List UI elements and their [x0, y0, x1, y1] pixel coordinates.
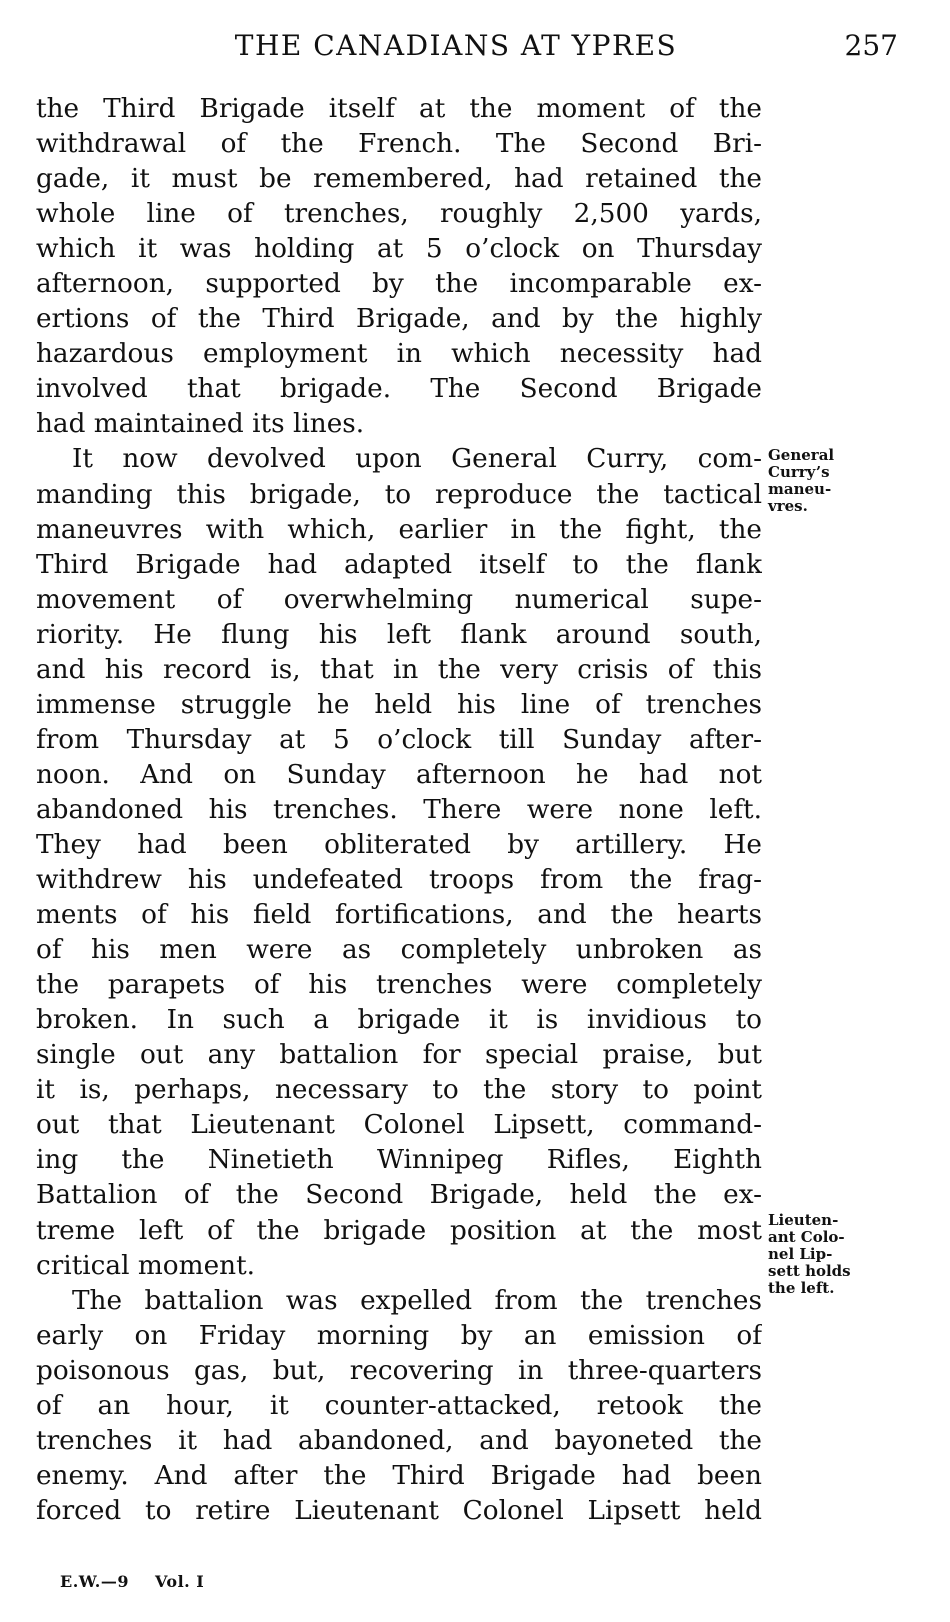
- sidenote-line: Lieuten-: [768, 1211, 839, 1229]
- text-line: had maintained its lines.: [36, 409, 365, 440]
- text-line: manding this brigade, to reproduce the tactical: [36, 479, 762, 510]
- sidenote-line: sett holds: [768, 1262, 851, 1280]
- text-line: Battalion of the Second Brigade, held the ex-: [36, 1180, 762, 1211]
- running-title: THE CANADIANS AT YPRES: [234, 29, 678, 62]
- text-line: gade, it must be remembered, had retained the: [36, 164, 762, 195]
- text-line: They had been obliterated by artillery. He: [36, 829, 762, 860]
- text-line: from Thursday at 5 o’clock till Sunday after-: [36, 724, 762, 755]
- text-line: the parapets of his trenches were completely: [36, 970, 762, 1001]
- text-line: ments of his field fortifications, and the hearts: [36, 900, 762, 931]
- text-line: ing the Ninetieth Winnipeg Rifles, Eighth: [36, 1145, 762, 1176]
- text-line: abandoned his trenches. There were none left.: [36, 794, 762, 825]
- sidenote-line: the left.: [768, 1279, 835, 1297]
- text-line: the Third Brigade itself at the moment of the: [36, 94, 762, 124]
- text-line: treme left of the brigade position at the most: [36, 1215, 762, 1246]
- body-text: [36, 92, 762, 1529]
- text-line: trenches it had abandoned, and bayoneted the: [36, 1425, 762, 1456]
- sidenote-curry: [768, 447, 888, 515]
- text-line: out that Lieutenant Colonel Lipsett, command-: [36, 1110, 762, 1141]
- text-line: riority. He flung his left flank around south,: [36, 619, 762, 650]
- paragraph-first-line: The battalion was expelled from the trenches: [72, 1285, 762, 1316]
- sidenote-line: Curry’s: [768, 463, 830, 481]
- text-line: movement of overwhelming numerical supe-: [36, 584, 762, 615]
- text-line: of an hour, it counter-attacked, retook the: [36, 1390, 762, 1421]
- text-line: withdrawal of the French. The Second Bri-: [36, 129, 762, 160]
- text-line: afternoon, supported by the incomparable ex-: [36, 269, 762, 300]
- text-line: maneuvres with which, earlier in the fight, the: [36, 514, 762, 545]
- text-line: early on Friday morning by an emission of: [36, 1320, 762, 1351]
- text-line: whole line of trenches, roughly 2,500 yards,: [36, 199, 762, 230]
- sidenote-lipsett: [768, 1212, 888, 1297]
- sidenote-line: maneu-: [768, 480, 832, 498]
- text-line: immense struggle he held his line of trenches: [36, 689, 762, 720]
- text-line: it is, perhaps, necessary to the story to point: [36, 1075, 762, 1106]
- paragraph-first-line: It now devolved upon General Curry, com-: [72, 444, 762, 475]
- text-line: poisonous gas, but, recovering in three-quarters: [36, 1355, 762, 1386]
- text-line: withdrew his undefeated troops from the frag-: [36, 865, 762, 896]
- text-line: which it was holding at 5 o’clock on Thursday: [36, 234, 762, 265]
- text-line: ertions of the Third Brigade, and by the highly: [36, 304, 762, 335]
- sidenote-line: nel Lip-: [768, 1245, 833, 1263]
- text-line: hazardous employment in which necessity had: [36, 339, 762, 370]
- text-line: single out any battalion for special praise, but: [36, 1040, 762, 1071]
- page-number: 257: [844, 29, 898, 62]
- text-line: and his record is, that in the very crisis of this: [36, 654, 762, 685]
- sidenote-line: vres.: [768, 497, 808, 515]
- sidenote-line: ant Colo-: [768, 1228, 845, 1246]
- text-line: forced to retire Lieutenant Colonel Lipsett held: [36, 1495, 762, 1526]
- volume-mark: Vol. I: [154, 1572, 205, 1591]
- signature-mark: E.W.—9: [60, 1572, 129, 1591]
- text-line: involved that brigade. The Second Brigade: [36, 374, 762, 405]
- text-line: critical moment.: [36, 1250, 255, 1281]
- text-line: broken. In such a brigade it is invidious to: [36, 1005, 762, 1036]
- text-line: Third Brigade had adapted itself to the flank: [36, 549, 762, 580]
- footer-signature-mark: [60, 1572, 204, 1592]
- text-line: enemy. And after the Third Brigade had been: [36, 1460, 762, 1491]
- sidenote-line: General: [768, 446, 835, 464]
- text-line: noon. And on Sunday afternoon he had not: [36, 759, 762, 790]
- text-line: of his men were as completely unbroken as: [36, 935, 762, 966]
